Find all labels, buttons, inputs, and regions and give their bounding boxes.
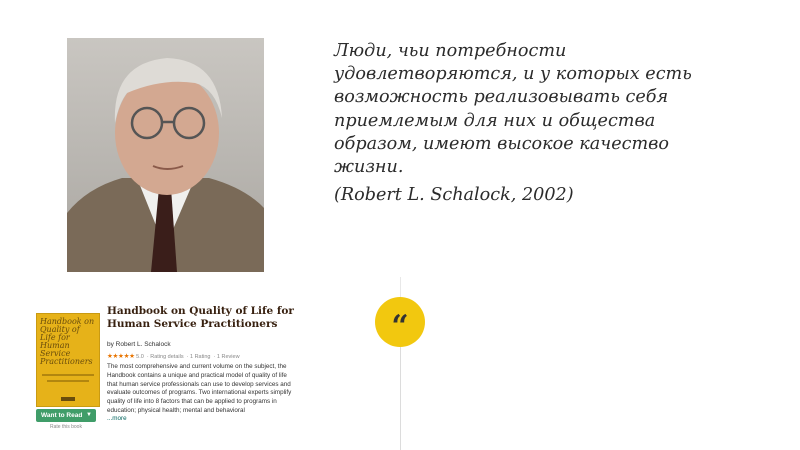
timeline-line-top <box>400 277 401 297</box>
ratings-count[interactable]: 1 Rating <box>190 354 211 360</box>
author-portrait <box>67 38 264 272</box>
quote-mark-icon: “ <box>375 297 425 347</box>
want-to-read-label: Want to Read <box>41 412 83 419</box>
book-card <box>36 303 294 429</box>
reviews-count[interactable]: 1 Review <box>216 354 240 360</box>
want-to-read-button[interactable] <box>36 409 96 422</box>
book-title[interactable]: Handbook on Quality of Life for Human Service Practitioners <box>107 305 294 330</box>
book-cover-title: Handbook on Quality of Life for Human Service Practitioners <box>40 317 95 366</box>
rating-details-link[interactable]: Rating details <box>150 354 184 360</box>
more-link[interactable]: ...more <box>107 415 127 422</box>
cover-stripe <box>42 374 94 376</box>
rate-this-book-link[interactable]: Rate this book <box>50 424 82 430</box>
book-cover[interactable] <box>36 313 100 407</box>
book-author[interactable]: by Robert L. Schalock <box>107 341 171 348</box>
timeline-line <box>400 347 401 450</box>
rating-row: ★★★★★ 5.0 · Rating details · 1 Rating · 1 Review <box>107 353 240 360</box>
chevron-down-icon[interactable]: ▼ <box>86 412 92 418</box>
quote-author: (Robert L. Schalock, 2002) <box>334 185 574 206</box>
star-rating-icon: ★★★★★ <box>107 353 135 360</box>
cover-stripe <box>47 380 89 382</box>
book-description: The most comprehensive and current volume on the subject, the Handbook contains a unique and practical model of quality of life that human service professionals can use to develop services and evaluate outcomes of programs. Two international experts simplify quality of life into 8 factors that can be applied to programs in education; physical health; mental and behavioral <box>107 363 292 414</box>
quote-block <box>334 40 774 207</box>
cover-logo <box>61 397 75 401</box>
rating-value: 5.0 <box>136 354 144 360</box>
quote-text: Люди, чьи потребности удовлетворяются, и у которых есть возможность реализовывать себя приемлемым для них и общества образом, имеют высокое качество жизни. <box>334 41 692 178</box>
